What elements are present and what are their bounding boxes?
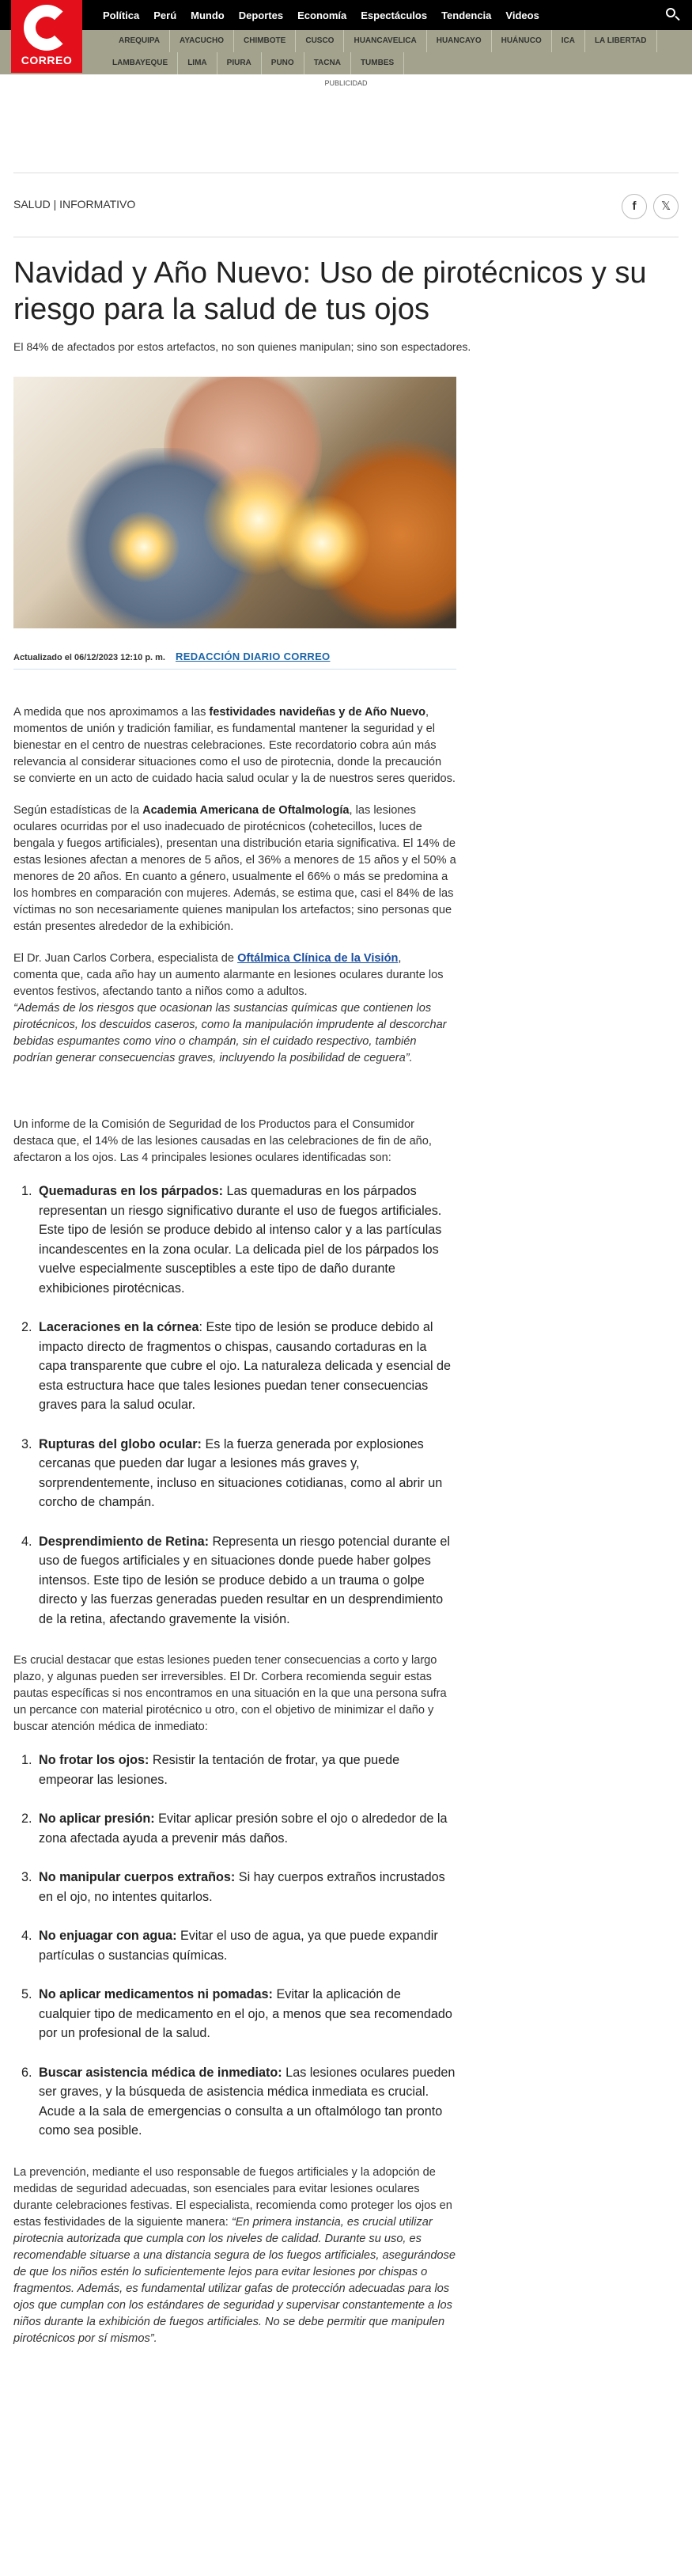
region-puno[interactable]: PUNO [262, 52, 304, 74]
paragraph-intro: A medida que nos aproximamos a las festividades navideñas y de Año Nuevo, momentos de unión y tradición familiar, es fundamental mantener la seguridad y el bienestar en el centro de nuestras celebraciones. Este recordatorio cobra aún más relevancia al considerar situaciones como el uso de pirotecnia, donde la precaución se convierte en un acto de cuidado hacia salud ocular y la de nuestros seres queridos. [13, 706, 456, 785]
article-title: Navidad y Año Nuevo: Uso de pirotécnicos y su riesgo para la salud de tus ojos [13, 256, 647, 326]
ad-slot [0, 87, 692, 160]
ad-label: PUBLICIDAD [324, 79, 368, 87]
region-lima[interactable]: LIMA [178, 52, 217, 74]
nav-economia[interactable]: Economía [297, 9, 347, 21]
region-piura[interactable]: PIURA [217, 52, 262, 74]
paragraph-recommendations: Es crucial destacar que estas lesiones pueden tener consecuencias a corto y largo plazo, y algunas pueden ser irreversibles. El Dr. Corbera recomienda seguir estas pautas específicas si nos encontramos en una situación en la que una persona sufra un percance con material pirotécnico u otro, con el objetivo de minimizar el daño y buscar atención médica de inmediato: [13, 1654, 447, 1733]
tips-list [13, 1751, 456, 2141]
nav-espectaculos[interactable]: Espectáculos [361, 9, 428, 21]
region-huancavelica[interactable]: HUANCAVELICA [344, 30, 426, 52]
section-breadcrumb[interactable]: SALUD | INFORMATIVO [13, 198, 136, 211]
region-cusco[interactable]: CUSCO [296, 30, 344, 52]
section-bar [13, 173, 679, 237]
nav-politica[interactable]: Política [103, 9, 140, 21]
region-chimbote[interactable]: CHIMBOTE [234, 30, 296, 52]
x-share-icon[interactable]: 𝕏 [653, 194, 679, 219]
region-huancayo[interactable]: HUANCAYO [427, 30, 492, 52]
paragraph-specialist-comment: comenta que, cada año hay un aumento alarmante en lesiones oculares durante los eventos festivos, afectando tanto a niños como a adultos. [13, 969, 444, 998]
paragraph-statistics: Según estadísticas de la Academia Americana de Oftalmología, las lesiones oculares ocurridas por el uso inadecuado de pirotécnicos (cohetecillos, luces de bengala y fuegos artificiales), presentan una distribución etaria significativa. El 14% de estas lesiones afectan a menores de 5 años, el 36% a menores de 15 años y el 50% a menores de 20 años. En cuanto a género, usualmente el 66% o más se predomina a los hombres en comparación con mujeres. Además, se estima que, casi el 84% de las víctimas no son necesariamente quienes manipulan los artefactos; sino personas que están presentes alrededor de la exhibición. [13, 804, 456, 933]
region-tumbes[interactable]: TUMBES [351, 52, 404, 74]
region-nav [103, 30, 676, 74]
logo-c-icon [24, 5, 70, 51]
search-icon[interactable] [665, 7, 681, 23]
list-item: 2. Laceraciones en la córnea: Este tipo de lesión se produce debido al impacto directo de fragmentos o chispas, causando cortaduras en la capa transparente que cubre el ojo. La naturaleza delicada y esencial de esta estructura hace que tales lesiones puedan tener consecuencias graves para la salud ocular. [36, 1318, 456, 1415]
region-la-libertad[interactable]: LA LIBERTAD [585, 30, 657, 52]
logo-wordmark: CORREO [21, 54, 73, 66]
region-arequipa[interactable]: AREQUIPA [103, 30, 170, 52]
region-ayacucho[interactable]: AYACUCHO [170, 30, 234, 52]
nav-tendencia[interactable]: Tendencia [441, 9, 492, 21]
nav-videos[interactable]: Videos [505, 9, 539, 21]
nav-deportes[interactable]: Deportes [238, 9, 284, 21]
region-huanuco[interactable]: HUÁNUCO [492, 30, 552, 52]
article-meta [13, 647, 456, 670]
list-item: 1. No frotar los ojos: Resistir la tentación de frotar, ya que puede empeorar las lesiones. [36, 1751, 456, 1789]
specialist-quote: “Además de los riesgos que ocasionan las sustancias químicas que contienen los pirotécnicos, los descuidos caseros, como la manipulación imprudente al descorchar bebidas espumantes como vino o champán, sin el cuidado respectivo, también podrían generar consecuencias graves, incluyendo la posibilidad de ceguera”. [13, 1002, 447, 1064]
list-item: 4. Desprendimiento de Retina: Representa un riesgo potencial durante el uso de fuegos artificiales y en situaciones donde puede haber golpes intensos. Este tipo de lesión se produce debido a un trauma o golpe directo y las fuerzas generadas pueden resultar en un desprendimiento de la retina, afectando gravemente la visión. [36, 1532, 456, 1629]
paragraph-prevention: La prevención, mediante el uso responsable de fuegos artificiales y la adopción de medidas de seguridad adecuadas, son esenciales para evitar lesiones oculares durante celebraciones festivas. El especialista, recomienda como proteger los ojos en estas festividades de la siguiente manera: “En primera instancia, es crucial utilizar pirotecnia autorizada que cumpla con los niveles de calidad. Durante su uso, es recomendable situarse a una distancia segura de los fuegos artificiales, asegurándose de que los niños estén lo suficientemente lejos para evitar lesiones por chispas o fragmentos. Además, es fundamental utilizar gafas de protección adecuadas para los ojos que cumplan con los estándares de seguridad y supervisar constantemente a los niños durante la exhibición de fuegos artificiales. No se debe permitir que manipulen pirotécnicos por sí mismos”. [13, 2165, 456, 2345]
list-item: 5. No aplicar medicamentos ni pomadas: Evitar la aplicación de cualquier tipo de medicamento en el ojo, a menos que sea recomendado por un profesional de la salud. [36, 1985, 456, 2043]
region-tacna[interactable]: TACNA [304, 52, 351, 74]
prevention-quote: “En primera instancia, es crucial utilizar pirotecnia autorizada que cumpla con los niveles de calidad. Durante su uso, es recomendable situarse a una distancia segura de los fuegos artificiales, asegurándose de que los niños estén lo suficientemente lejos para evitar lesiones por chispas o fragmentos. Además, es fundamental utilizar gafas de protección adecuadas para los ojos que cumplan con los estándares de seguridad y supervisar constantemente a los niños durante la exhibición de fuegos artificiales. No se debe permitir que manipulen pirotécnicos por sí mismos”. [13, 2215, 456, 2345]
facebook-share-icon[interactable]: f [622, 194, 647, 219]
list-item: 6. Buscar asistencia médica de inmediato: Las lesiones oculares pueden ser graves, y la búsqueda de asistencia médica inmediata es crucial. Acude a la sala de emergencias o consulta a un oftalmólogo tan pronto como sea posible. [36, 2063, 456, 2141]
nav-peru[interactable]: Perú [153, 9, 177, 21]
list-item: 3. No manipular cuerpos extraños: Si hay cuerpos extraños incrustados en el ojo, no intentes quitarlos. [36, 1868, 456, 1906]
site-header [0, 0, 692, 74]
article-subtitle: El 84% de afectados por estos artefactos, no son quienes manipulan; sino son espectadores. [13, 340, 471, 353]
list-item: 4. No enjuagar con agua: Evitar el uso de agua, ya que puede expandir partículas o sustancias químicas. [36, 1926, 456, 1965]
correo-logo[interactable] [11, 0, 82, 73]
paragraph-report: Un informe de la Comisión de Seguridad de los Productos para el Consumidor destaca que, el 14% de las lesiones causadas en las celebraciones de fin de año, afectaron a los ojos. Las 4 principales lesiones oculares identificadas son: [13, 1118, 432, 1164]
region-ica[interactable]: ICA [552, 30, 585, 52]
paragraph-specialist: El Dr. Juan Carlos Corbera, especialista de Oftálmica Clínica de la Visión, [13, 952, 402, 965]
list-item: 1. Quemaduras en los párpados: Las quemaduras en los párpados representan un riesgo significativo durante el uso de fuegos artificiales. Este tipo de lesión se produce debido al intenso calor y a las partículas incandescentes en la zona ocular. La delicada piel de los párpados los vuelve especialmente susceptibles a este tipo de daño durante exhibiciones pirotécnicas. [36, 1182, 456, 1298]
article-body [13, 704, 456, 2347]
author-link[interactable]: REDACCIÓN DIARIO CORREO [176, 651, 331, 662]
nav-mundo[interactable]: Mundo [191, 9, 225, 21]
list-item: 3. Rupturas del globo ocular: Es la fuerza generada por explosiones cercanas que pueden dar lugar a lesiones más graves y, sorprendentemente, incluso en situaciones cotidianas, como al abrir un corcho de champán. [36, 1435, 456, 1512]
updated-timestamp: Actualizado el 06/12/2023 12:10 p. m. [13, 653, 165, 662]
list-item: 2. No aplicar presión: Evitar aplicar presión sobre el ojo o alrededor de la zona afectada ayuda a prevenir más daños. [36, 1809, 456, 1848]
main-nav [103, 0, 539, 30]
hero-image [13, 377, 456, 628]
region-lambayeque[interactable]: LAMBAYEQUE [103, 52, 178, 74]
injuries-list [13, 1182, 456, 1629]
clinic-link[interactable]: Oftálmica Clínica de la Visión [237, 952, 399, 965]
